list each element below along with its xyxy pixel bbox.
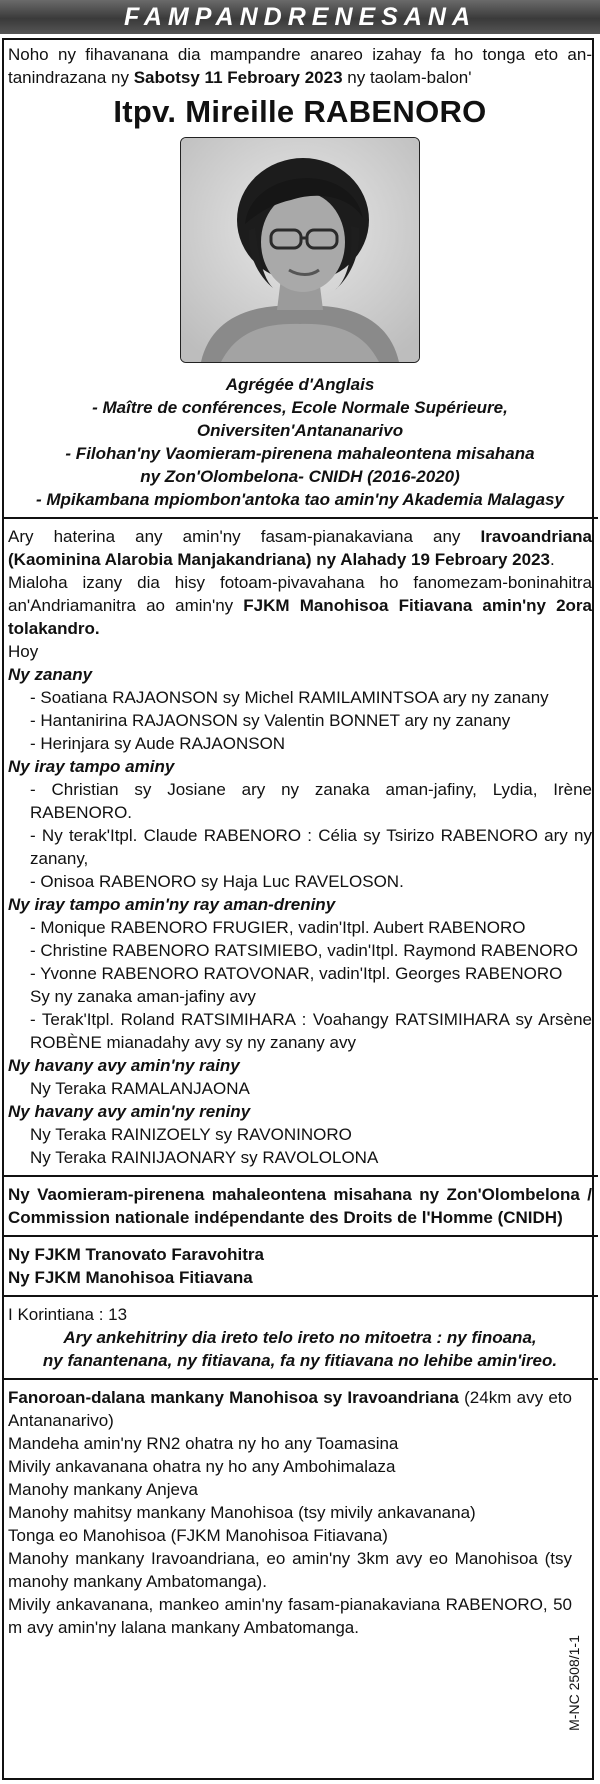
family-line: - Terak'Itpl. Roland RATSIMIHARA : Voahangy RATSIMIHARA sy Arsène ROBÈNE mianadahy avy sy ny zanany avy [30,1010,592,1052]
titles-block [8,373,592,511]
divider [2,517,598,519]
burial-text: Ary haterina any amin'ny fasam-pianakaviana any [8,527,481,546]
title-line: Agrégée d'Anglais [225,375,375,394]
divider [2,1295,598,1297]
family-heading-fathers-side: Ny havany avy amin'ny rainy [8,1056,240,1075]
service-paragraph [8,571,592,640]
verse-line: Ary ankehitriny dia ireto telo ireto no mitoetra : ny finoana, [63,1328,537,1347]
portrait-photo [180,137,420,363]
divider [2,1175,598,1177]
directions-title [8,1386,572,1432]
side-reference-code [565,1620,596,1750]
family-line: Sy ny zanaka aman-jafiny avy [30,987,256,1006]
family-line: - Soatiana RAJAONSON sy Michel RAMILAMINTSOA ary ny zanany [30,688,549,707]
title-line: - Filohan'ny Vaomieram-pirenena mahaleontena misahana [65,444,535,463]
portrait-illustration [181,138,419,362]
direction-line: Mivily ankavanana ohatra ny ho any Ambohimalaza [8,1457,396,1476]
intro-date: Sabotsy 11 Febroary 2023 [133,68,343,87]
burial-date: ny Alahady 19 Febroary 2023 [311,550,550,569]
direction-line: Mivily ankavanana, mankeo amin'ny fasam-pianakaviana RABENORO, 50 m avy amin'ny lalana mankany Ambatomanga. [8,1595,572,1637]
hoy-label: Hoy [8,642,39,661]
family-heading-parents-siblings: Ny iray tampo amin'ny ray aman-dreniny [8,895,336,914]
intro-text: Noho ny fihavanana dia mampandre anareo izahay fa ho tonga eto an-tanindrazana ny [8,45,592,87]
direction-line: Tonga eo Manohisoa (FJKM Manohisoa Fitiavana) [8,1526,388,1545]
family-line: - Hantanirina RAJAONSON sy Valentin BONNET ary ny zanany [30,711,511,730]
family-heading-children: Ny zanany [8,665,93,684]
family-heading-siblings: Ny iray tampo aminy [8,757,175,776]
family-line: Ny Teraka RAINIJAONARY sy RAVOLOLONA [30,1148,379,1167]
notice-content [8,41,592,1639]
service-place: FJKM Manohisoa Fitiavana amin'ny 2ora tolakandro. [8,596,592,638]
family-line: - Christian sy Josiane ary ny zanaka aman-jafiny, Lydia, Irène RABENORO. [30,780,592,822]
org-manohisoa: Ny FJKM Manohisoa Fitiavana [8,1268,253,1287]
burial-end: . [549,550,555,569]
directions-title-rest: (24km avy eto Antananarivo) [8,1388,572,1430]
directions-title-bold: Fanoroan-dalana mankany Manohisoa sy Iravoandriana [8,1388,459,1407]
family-line: - Christine RABENORO RATSIMIEBO, vadin'Itpl. Raymond RABENORO [30,941,579,960]
verse-line: ny fanantenana, ny fitiavana, fa ny fitiavana no lehibe amin'ireo. [42,1351,558,1370]
family-line: Ny Teraka RAINIZOELY sy RAVONINORO [30,1125,352,1144]
directions-block [8,1386,592,1639]
family-line: - Ny terak'Itpl. Claude RABENORO : Célia sy Tsirizo RABENORO ary ny zanany, [30,826,592,868]
direction-line: Manohy mahitsy mankany Manohisoa (tsy mivily ankavanana) [8,1503,476,1522]
divider [2,1378,598,1380]
burial-place: Iravoandriana (Kaominina Alarobia Manjakandriana) [8,527,592,569]
family-heading-mothers-side: Ny havany avy amin'ny reniny [8,1102,251,1121]
family-line: - Yvonne RABENORO RATOVONAR, vadin'Itpl. Georges RABENORO [30,964,563,983]
direction-line: Manohy mankany Iravoandriana, eo amin'ny 3km avy eo Manohisoa (tsy manohy mankany Ambatomanga). [8,1549,572,1591]
intro-paragraph [8,43,592,89]
verse-reference: I Korintiana : 13 [8,1305,128,1324]
direction-line: Manohy mankany Anjeva [8,1480,198,1499]
family-line: Ny Teraka RAMALANJAONA [30,1079,250,1098]
title-line: - Maître de conférences, Ecole Normale Supérieure, [92,398,508,417]
title-line: ny Zon'Olombelona- CNIDH (2016-2020) [140,467,460,486]
family-line: - Onisoa RABENORO sy Haja Luc RAVELOSON. [30,872,404,891]
family-line: - Herinjara sy Aude RAJAONSON [30,734,286,753]
banner-title: FAMPANDRENESANA [0,0,600,34]
org-cnidh: Ny Vaomieram-pirenena mahaleontena misahana ny Zon'Olombelona / Commission nationale indépendante des Droits de l'Homme (CNIDH) [8,1185,592,1227]
title-line: - Mpikambana mpiombon'antoka tao amin'ny Akademia Malagasy [36,490,564,509]
side-code-text: M-NC 2508/1-1 [565,1635,582,1731]
burial-paragraph [8,525,592,571]
intro-text-end: ny taolam-balon' [342,68,472,87]
service-text: Mialoha izany dia hisy fotoam-pivavahana ho fanomezam-boninahitra an'Andriamanitra ao amin'ny [8,573,592,615]
direction-line: Mandeha amin'ny RN2 ohatra ny ho any Toamasina [8,1434,399,1453]
org-tranovato: Ny FJKM Tranovato Faravohitra [8,1245,265,1264]
divider [2,1235,598,1237]
deceased-name: Itpv. Mireille RABENORO [113,94,487,129]
family-line: - Monique RABENORO FRUGIER, vadin'Itpl. Aubert RABENORO [30,918,526,937]
title-line: Oniversiten'Antananarivo [196,421,404,440]
